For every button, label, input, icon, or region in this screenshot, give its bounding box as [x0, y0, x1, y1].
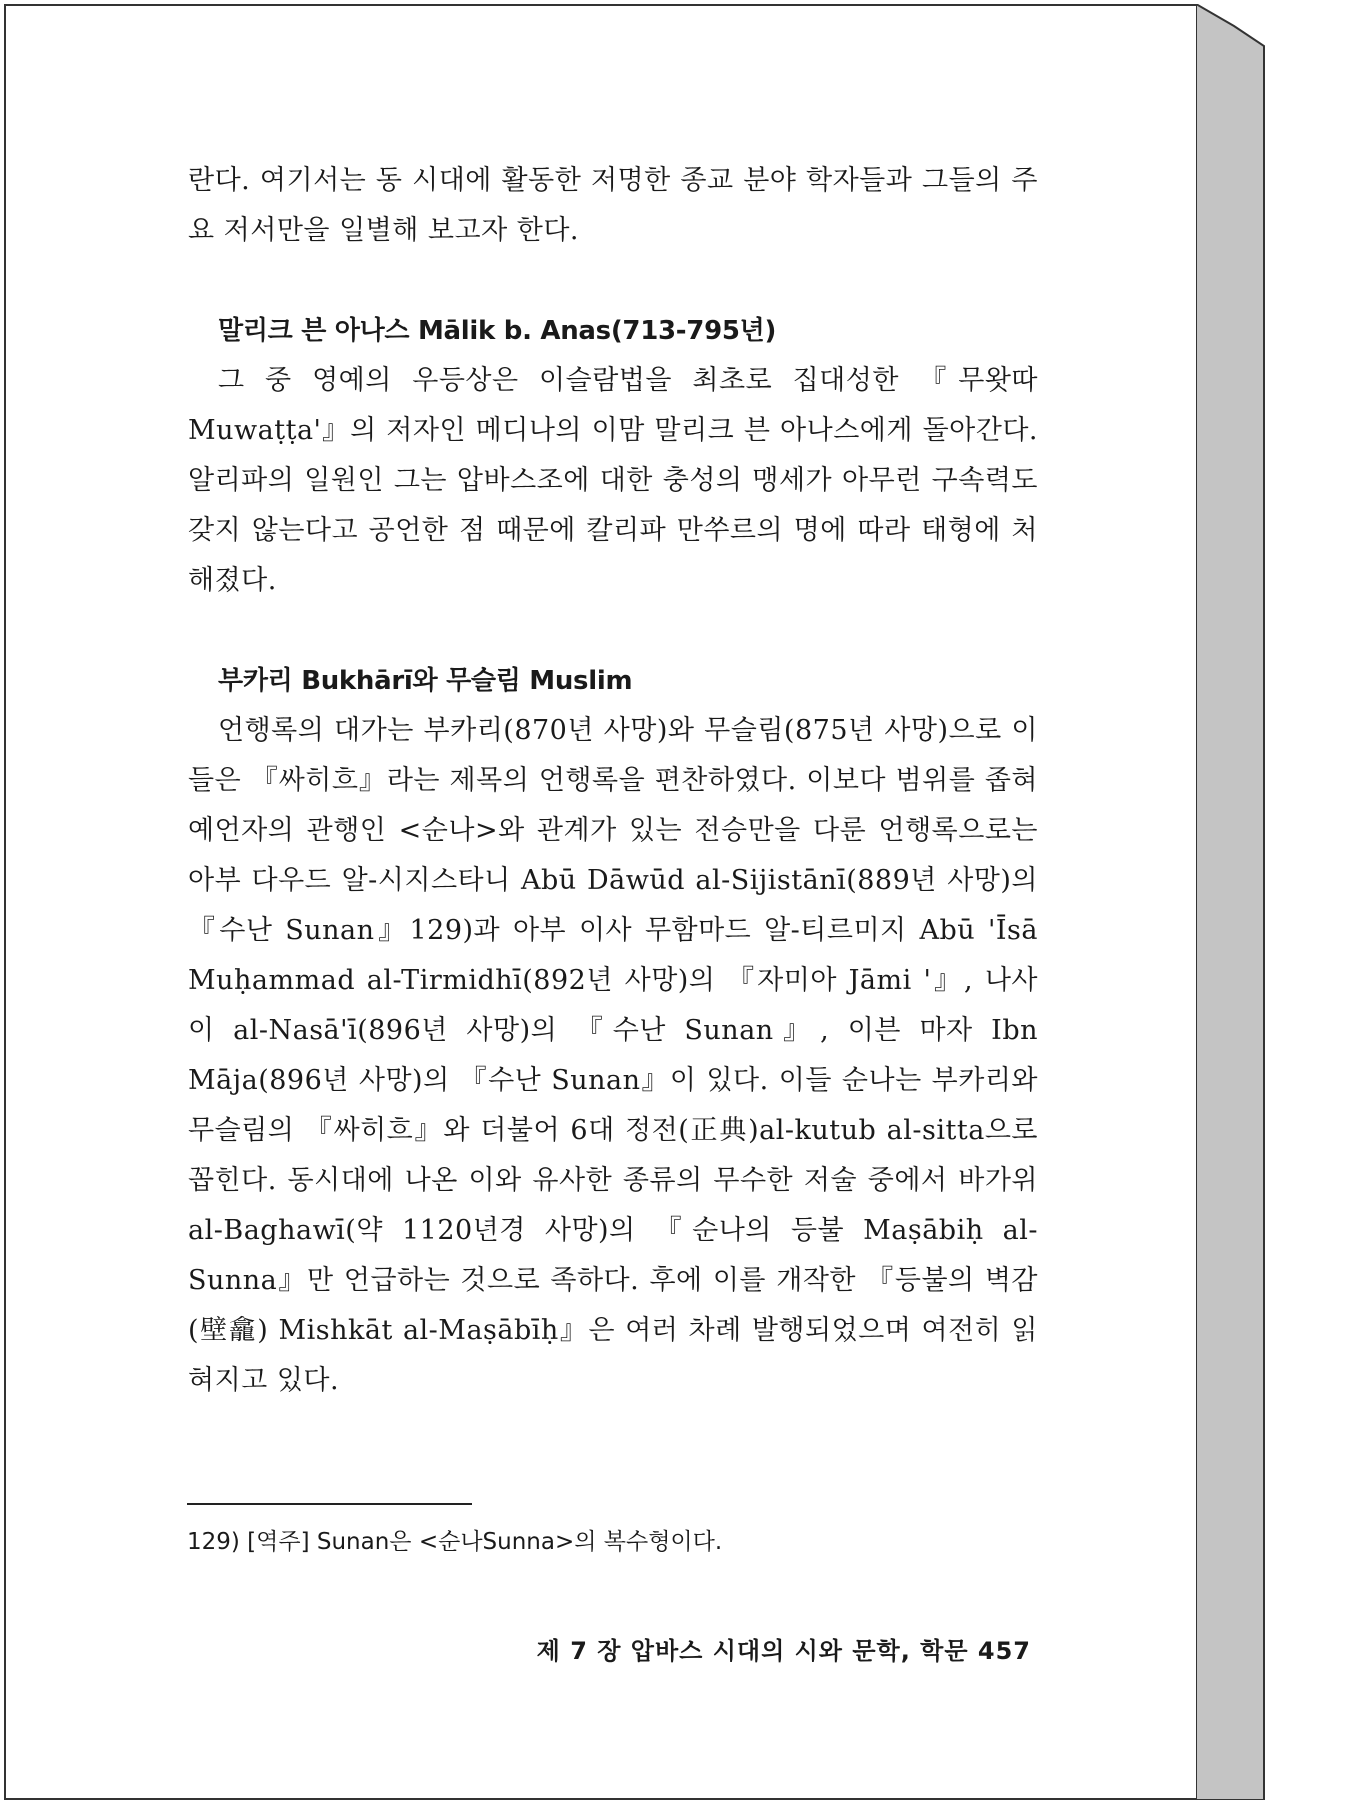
spacer — [188, 606, 1038, 656]
section-body-bukhari-muslim: 언행록의 대가는 부카리(870년 사망)와 무슬림(875년 사망)으로 이들은 『싸히흐』라는 제목의 언행록을 편찬하였다. 이보다 범위를 좁혀 예언자의 관행인 <순나>와 관계가 있는 전승만을 다룬 언행록으로는 아부 다우드 알-시지스타니 Abū Dāwūd al-Sijistānī(889년 사망)의 『수난 Sunan』129)과 아부 이사 무함마드 알-티르미지 Abū 'Īsā Muḥammad al-Tirmidhī(892년 사망)의 『자미아 Jāmi '』, 나사이 al-Nasā'ī(896년 사망)의 『수난 Sunan』, 이븐 마자 Ibn Māja(896년 사망)의 『수난 Sunan』이 있다. 이들 순나는 부카리와 무슬림의 『싸히흐』와 더불어 6대 정전(正典)al-kutub al-sitta으로 꼽힌다. 동시대에 나온 이와 유사한 종류의 무수한 저술 중에서 바가위 al-Baghawī(약 1120년경 사망)의 『순나의 등불 Maṣābiḥ al-Sunna』만 언급하는 것으로 족하다. 후에 이를 개작한 『등불의 벽감(壁龕) Mishkāt al-Maṣābīḥ』은 여러 차례 발행되었으며 여전히 읽혀지고 있다. — [188, 715, 1038, 1396]
page-content — [188, 156, 1038, 1406]
footnote-divider — [187, 1503, 472, 1505]
book-spine-edge — [1196, 4, 1266, 1800]
spacer — [188, 256, 1038, 306]
running-footer: 제 7 장 압바스 시대의 시와 문학, 학문 457 — [536, 1637, 1031, 1665]
intro-paragraph: 란다. 여기서는 동 시대에 활동한 저명한 종교 분야 학자들과 그들의 주요 저서만을 일별해 보고자 한다. — [188, 165, 1038, 246]
section-body-malik: 그 중 영예의 우등상은 이슬람법을 최초로 집대성한 『무왓따 Muwaṭṭa'』의 저자인 메디나의 이맘 말리크 븐 아나스에게 돌아간다. 알리파의 일원인 그는 압바스조에 대한 충성의 맹세가 아무런 구속력도 갖지 않는다고 공언한 점 때문에 칼리파 만쑤르의 명에 따라 태형에 처해졌다. — [188, 365, 1038, 596]
section-heading-malik: 말리크 븐 아나스 Mālik b. Anas(713-795년) — [218, 316, 777, 346]
section-heading-bukhari-muslim: 부카리 Bukhārī와 무슬림 Muslim — [218, 666, 633, 696]
footnote-129: 129) [역주] Sunan은 <순나Sunna>의 복수형이다. — [187, 1529, 723, 1555]
